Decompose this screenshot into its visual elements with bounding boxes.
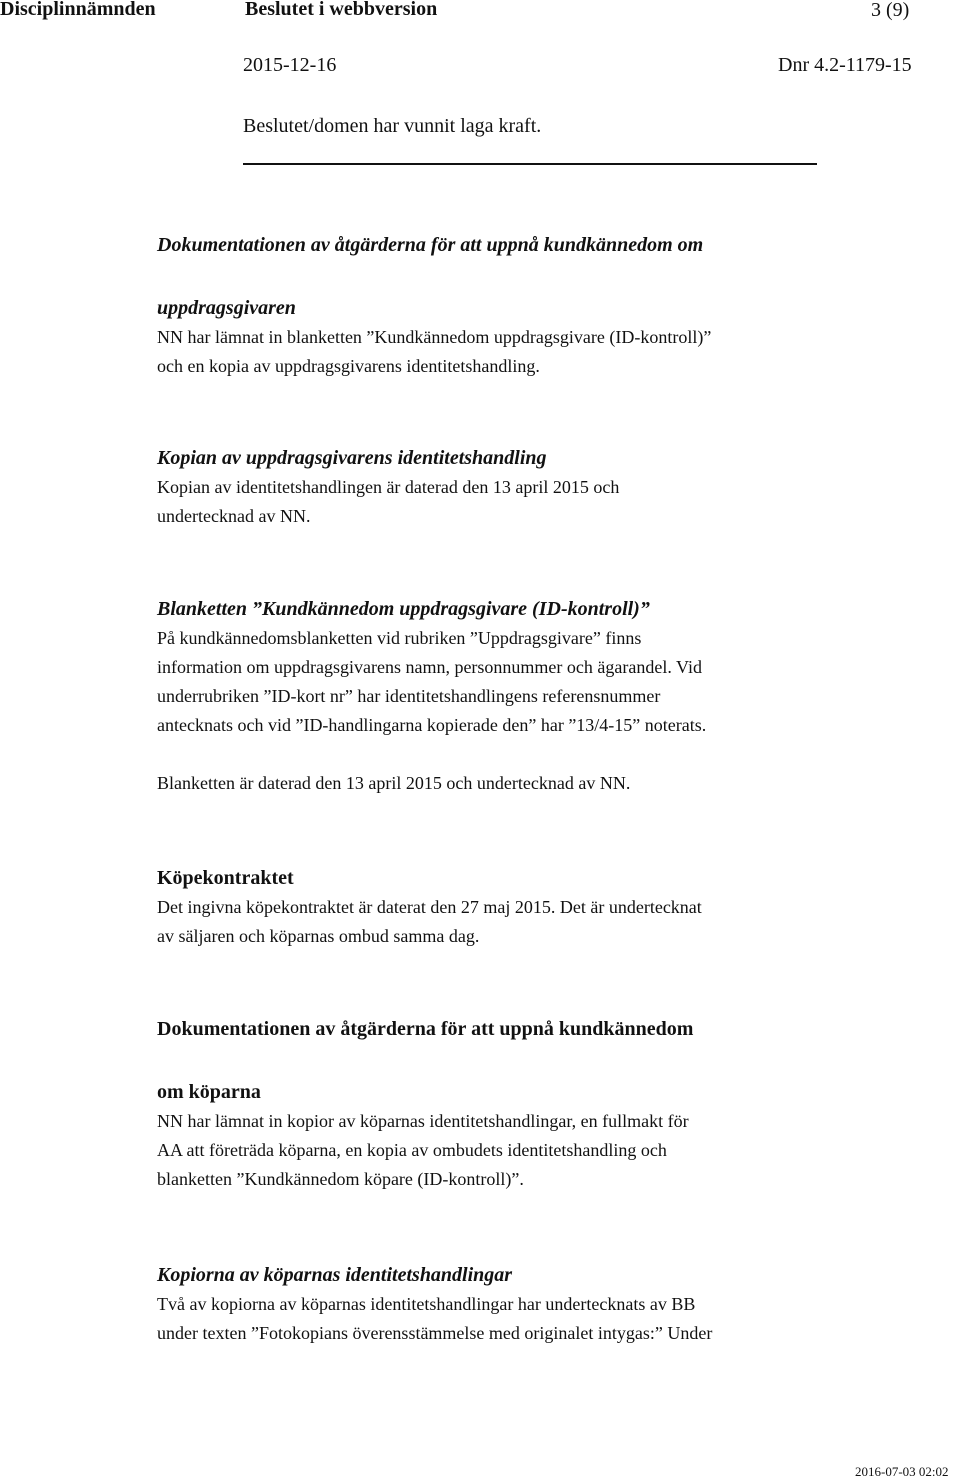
page-number: 3 (9) — [871, 0, 910, 21]
paragraph-line: NN har lämnat in blanketten ”Kundkännedom uppdragsgivare (ID-kontroll)” — [157, 327, 712, 347]
paragraph-line: Blanketten är daterad den 13 april 2015 och undertecknad av NN. — [157, 773, 631, 793]
section-heading: Dokumentationen av åtgärderna för att uppnå kundkännedom — [157, 1018, 694, 1040]
section-heading: Dokumentationen av åtgärderna för att uppnå kundkännedom om — [157, 234, 704, 256]
section-kopekontraktet — [157, 864, 857, 951]
header-org: Disciplinnämnden — [0, 0, 156, 20]
paragraph-line: NN har lämnat in kopior av köparnas identitetshandlingar, en fullmakt för — [157, 1111, 689, 1131]
section-kopia-identitetshandling — [157, 444, 857, 531]
decision-date: 2015-12-16 — [243, 54, 337, 76]
paragraph-line: antecknats och vid ”ID-handlingarna kopierade den” har ”13/4-15” noterats. — [157, 715, 707, 735]
paragraph-line: information om uppdragsgivarens namn, personnummer och ägarandel. Vid — [157, 657, 702, 677]
section-heading: uppdragsgivaren — [157, 297, 296, 319]
section-heading: Blanketten ”Kundkännedom uppdragsgivare (ID-kontroll)” — [157, 598, 650, 620]
print-timestamp: 2016-07-03 02:02 — [855, 1464, 949, 1479]
paragraph-line: Två av kopiorna av köparnas identitetshandlingar har undertecknats av BB — [157, 1294, 696, 1314]
paragraph-line: under texten ”Fotokopians överensstämmelse med originalet intygas:” Under — [157, 1323, 713, 1343]
section-kundkannedom-koparna — [157, 1015, 857, 1194]
section-kundkannedom-uppdragsgivare — [157, 231, 857, 381]
paragraph-line: AA att företräda köparna, en kopia av ombudets identitetshandling och — [157, 1140, 667, 1160]
section-heading: Kopian av uppdragsgivarens identitetshandling — [157, 447, 547, 469]
case-number: Dnr 4.2-1179-15 — [778, 54, 912, 76]
paragraph-line: blanketten ”Kundkännedom köpare (ID-kontroll)”. — [157, 1169, 524, 1189]
paragraph-line: Det ingivna köpekontraktet är daterat den 27 maj 2015. Det är undertecknat — [157, 897, 702, 917]
header-version: Beslutet i webbversion — [245, 0, 438, 20]
section-heading: om köparna — [157, 1081, 261, 1103]
paragraph-line: På kundkännedomsblanketten vid rubriken ”Uppdragsgivare” finns — [157, 628, 642, 648]
legal-status: Beslutet/domen har vunnit laga kraft. — [243, 115, 542, 137]
section-heading: Köpekontraktet — [157, 867, 294, 889]
section-blanketten — [157, 595, 857, 798]
paragraph-line: underrubriken ”ID-kort nr” har identitetshandlingens referensnummer — [157, 686, 661, 706]
paragraph-line: undertecknad av NN. — [157, 506, 311, 526]
header-divider — [243, 163, 817, 165]
section-kopiorna-koparna — [157, 1261, 857, 1348]
paragraph-line: och en kopia av uppdragsgivarens identitetshandling. — [157, 356, 540, 376]
paragraph-line: Kopian av identitetshandlingen är daterad den 13 april 2015 och — [157, 477, 620, 497]
paragraph-line: av säljaren och köparnas ombud samma dag. — [157, 926, 480, 946]
section-heading: Kopiorna av köparnas identitetshandlingar — [157, 1264, 513, 1286]
